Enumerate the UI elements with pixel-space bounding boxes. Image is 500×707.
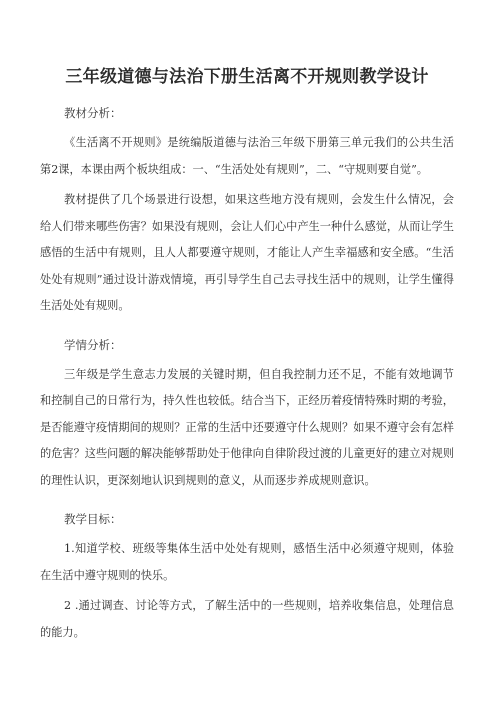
paragraph: 1.知道学校、班级等集体生活中处处有规则，感悟生活中必须遵守规则，体验在生活中遵守规则的快乐。 [40,542,454,582]
paragraph: 《生活离不开规则》是统编版道德与法治三年级下册第三单元我们的公共生活第2课，本课由两个板块组成：一、“生活处处有规则”，二、“守规则要自觉”。 [40,136,454,176]
paragraph: 教材提供了几个场景进行设想，如果这些地方没有规则，会发生什么情况，会给人们带来哪些伤害？如果没有规则，会让人们心中产生一种什么感觉，从而让学生感悟的生活中有规则，且人人都要遵守规则，才能让人产生幸福感和安全感。“生活处处有规则”通过设计游戏情境，再引导学生自己去寻找生活中的规则，让学生懂得生活处处有规则。 [40,193,454,312]
section-heading-teaching-goals: 教学目标： [64,512,122,526]
paragraph: 2 .通过调查、讨论等方式，了解生活中的一些规则，培养收集信息，处理信息的能力。 [40,599,454,639]
document-title: 三年级道德与法治下册生活离不开规则教学设计 [65,67,429,87]
paragraph: 三年级是学生意志力发展的关键时期，但自我控制力还不足，不能有效地调节和控制自己的日常行为，持久性也较低。结合当下，正经历着疫情特殊时期的考验，是否能遵守疫情期间的规则？正常的生活中还要遵守什么规则？如果不遵守会有怎样的危害？这些问题的解决能够帮助处于他律向自律阶段过渡的儿童更好的建立对规则的理性认识，更深刻地认识到规则的意义，从而逐步养成规则意识。 [40,367,454,487]
section-heading-student-analysis: 学情分析： [64,337,122,352]
section-heading-textbook-analysis: 教材分析： [64,106,122,120]
